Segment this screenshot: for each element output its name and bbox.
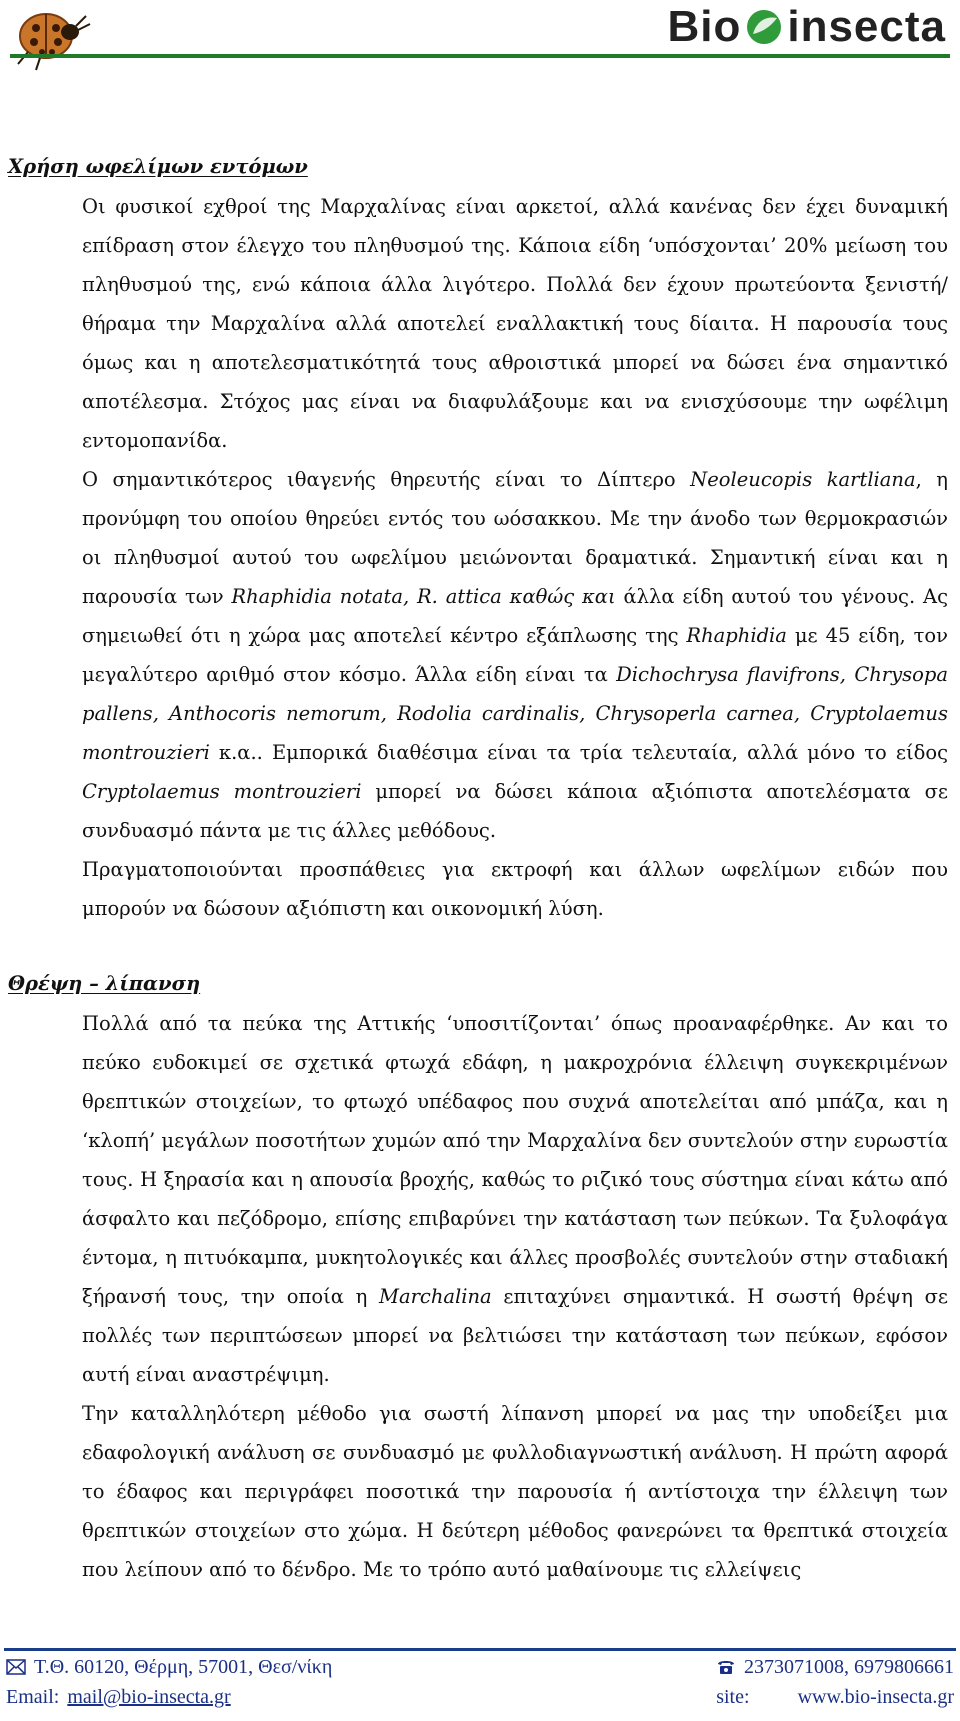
species-name: Dichochrysa flavifrons, Chrysopa pallens, Anthocoris nemorum, Rodolia cardinalis, Chrysoperla carnea, Cryptolaemus montrouzieri [82,663,948,764]
logo-text-bio: Bio [667,2,742,51]
page-header [0,0,960,75]
paragraph: Πραγματοποιούνται προσπάθειες για εκτροφή και άλλων ωφελίμων ειδών που μπορούν να δώσουν αξιόπιστη και οικονομική λύση. [82,858,948,920]
text-run: μπορεί να δώσει κάποια αξιόπιστα αποτελέσματα σε συνδυασμό πάντα με τις άλλες μεθόδους. [82,780,948,842]
section-title-beneficial-insects: Χρήση ωφελίμων εντόμων [8,155,308,178]
footer-phones [716,1654,954,1680]
site-label: site: [716,1685,750,1708]
email-link[interactable]: mail@bio-insecta.gr [67,1685,231,1708]
paragraph [82,1004,948,1394]
site-link[interactable]: www.bio-insecta.gr [797,1685,954,1708]
text-run: Ο σημαντικότερος ιθαγενής θηρευτής είναι το Δίπτερο [82,468,691,491]
paragraph [82,460,948,850]
section-title-nutrition: Θρέψη – λίπανση [8,972,201,995]
phone-icon [716,1658,736,1676]
species-name: Cryptolaemus montrouzieri [82,780,362,803]
text-run: επιταχύνει σημαντικά. Η σωστή θρέψη σε πολλές των περιπτώσεων μπορεί να βελτιώσει την κατάσταση των πεύκων, εφόσον αυτή είναι αναστρέψιμη. [82,1285,949,1386]
document-body [8,147,952,1589]
footer-row-web [6,1684,954,1710]
text-run: άλλα είδη αυτού του γένους. Ας σημειωθεί ότι η χώρα μας αποτελεί κέντρο εξάπλωσης της [82,585,949,647]
email-label: Email: [6,1685,60,1708]
species-name: Rhaphidia [686,624,787,647]
address-text: Τ.Θ. 60120, Θέρμη, 57001, Θεσ/νίκη [34,1655,333,1678]
text-run: με 45 είδη, τον μεγαλύτερο αριθμό στον κόσμο. Άλλα είδη είναι τα [82,624,948,686]
logo-text-insecta: insecta [787,2,946,51]
paragraph: Οι φυσικοί εχθροί της Μαρχαλίνας είναι αρκετοί, αλλά κανένας δεν έχει δυναμική επίδραση στον έλεγχο του πληθυσμού της. Κάποια είδη ‘υπόσχονται’ 20% μείωση του πληθυσμού της, ενώ κάποια άλλα λιγότερο. Πολλά δεν έχουν πρωτεύοντα ξενιστή/θήραμα την Μαρχαλίνα αλλά αποτελεί εναλλακτική τους δίαιτα. Η παρουσία τους όμως και η αποτελεσματικότητά τους αθροιστικά μπορεί να δώσει ένα σημαντικό αποτέλεσμα. Στόχος μας είναι να διαφυλάξουμε και να ενισχύσουμε την ωφέλιμη εντομοπανίδα. [82,195,948,452]
header-divider [10,54,950,58]
text-run: , η προνύμφη του οποίου θηρεύει εντός του ωόσακκου. Με την άνοδο των θερμοκρασιών οι πληθυσμοί αυτού του ωφελίμου μειώνονται δραματικά. Σημαντική είναι και η παρουσία των [82,468,948,608]
phone-numbers: 2373071008, 6979806661 [744,1655,954,1678]
section-gap [8,928,952,964]
footer-email [6,1684,231,1710]
envelope-icon [6,1659,26,1675]
footer-address [6,1654,332,1680]
leaf-icon [745,8,783,46]
species-name: Rhaphidia notata, R. attica καθώς και [231,585,616,608]
ladybug-logo-icon [6,2,94,74]
footer-site [716,1684,954,1710]
footer-divider [4,1648,956,1651]
text-run: Πολλά από τα πεύκα της Αττικής ‘υποσιτίζονται’ όπως προαναφέρθηκε. Αν και το πεύκο ευδοκιμεί σε σχετικά φτωχά εδάφη, η μακροχρόνια έλλειψη συγκεκριμένων θρεπτικών στοιχείων, το φτωχό υπέδαφος που συχνά αποτελείται από μπάζα, και η ‘κλοπή’ μεγάλων ποσοτήτων χυμών από την Μαρχαλίνα δεν συντελούν στην ευρωστία τους. Η ξηρασία και η απουσία βροχής, καθώς το ριζικό τους σύστημα είναι κάτω από άσφαλτο και πεζόδρομο, επίσης επιβαρύνει την κατάσταση των πεύκων. Τα ξυλοφάγα έντομα, η πιτυόκαμπα, μυκητολογικές και άλλες προσβολές συντελούν στην σταδιακή ξήρανσή τους, την οποία η [82,1012,948,1308]
paragraph: Την καταλληλότερη μέθοδο για σωστή λίπανση μπορεί να μας την υποδείξει μια εδαφολογική ανάλυση σε συνδυασμό με φυλλοδιαγνωστική ανάλυση. Η πρώτη αφορά το έδαφος και περιγράφει ποσοτικά την παρουσία ή αντίστοιχα την έλλειψη των θρεπτικών στοιχείων στο χώμα. Η δεύτερη μέθοδος φανερώνει τα θρεπτικά στοιχεία που λείπουν από το δένδρο. Με το τρόπο αυτό μαθαίνουμε τις ελλείψεις [82,1402,948,1581]
footer-row-contact [6,1654,954,1680]
species-name: Marchalina [379,1285,492,1308]
species-name: Neoleucopis kartliana [690,468,916,491]
brand-logo [667,2,946,52]
text-run: κ.α.. Εμπορικά διαθέσιμα είναι τα τρία τελευταία, αλλά μόνο το είδος [209,741,948,764]
